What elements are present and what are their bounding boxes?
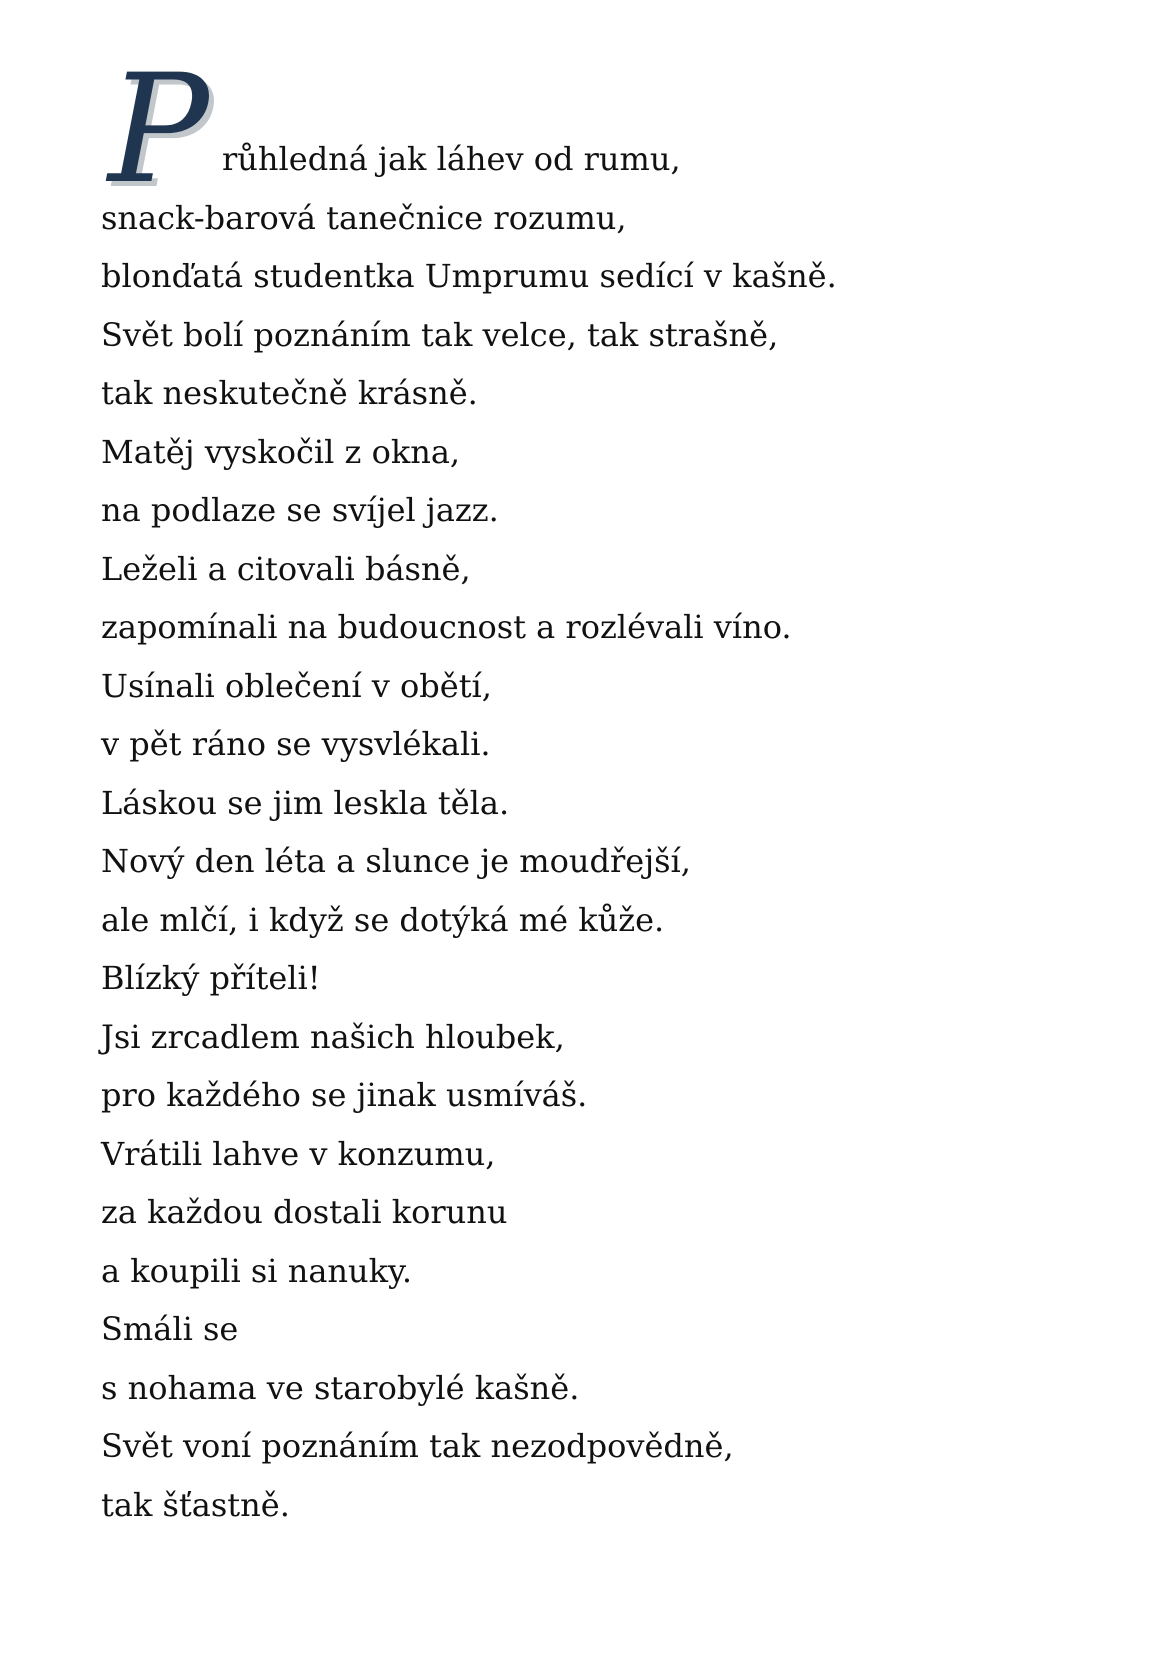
poem-line-4: Svět bolí poznáním tak velce, tak strašně, (101, 315, 779, 354)
poem-line-9: zapomínali na budoucnost a rozlévali víno. (101, 608, 792, 646)
poem-line-11: v pět ráno se vysvlékali. (101, 725, 491, 763)
poem-line-14: ale mlčí, i když se dotýká mé kůže. (101, 900, 665, 939)
poem-line-6: Matěj vyskočil z okna, (101, 432, 461, 471)
poem-line-21: Smáli se (101, 1310, 239, 1348)
poem-line-18: Vrátili lahve v konzumu, (101, 1134, 496, 1173)
poem-line-23: Svět voní poznáním tak nezodpovědně, (101, 1427, 734, 1465)
poem-line-22: s nohama ve starobylé kašně. (101, 1368, 580, 1407)
poem-line-5: tak neskutečně krásně. (101, 374, 478, 412)
poem-line-13: Nový den léta a slunce je moudřejší, (101, 842, 691, 880)
poem-line-3: blonďatá studentka Umprumu sedící v kašně. (101, 257, 837, 295)
poem-line-1: růhledná jak láhev od rumu, (222, 140, 681, 178)
poem-line-15: Blízký příteli! (101, 959, 321, 997)
poem-line-10: Usínali oblečení v obětí, (101, 666, 492, 705)
poem-line-2: snack-barová tanečnice rozumu, (101, 198, 627, 237)
poem-line-17: pro každého se jinak usmíváš. (101, 1076, 588, 1114)
poem-line-24: tak šťastně. (101, 1485, 290, 1524)
poem-line-19: za každou dostali korunu (101, 1193, 508, 1231)
decorative-initial-letter: P (108, 43, 209, 217)
poem-line-8: Leželi a citovali básně, (101, 549, 471, 588)
poem-line-16: Jsi zrcadlem našich hloubek, (101, 1017, 565, 1056)
poem-line-12: Láskou se jim leskla těla. (101, 783, 510, 822)
poem-line-7: na podlaze se svíjel jazz. (101, 491, 499, 529)
poem-line-20: a koupili si nanuky. (101, 1251, 412, 1290)
poem-body (101, 130, 1101, 1534)
